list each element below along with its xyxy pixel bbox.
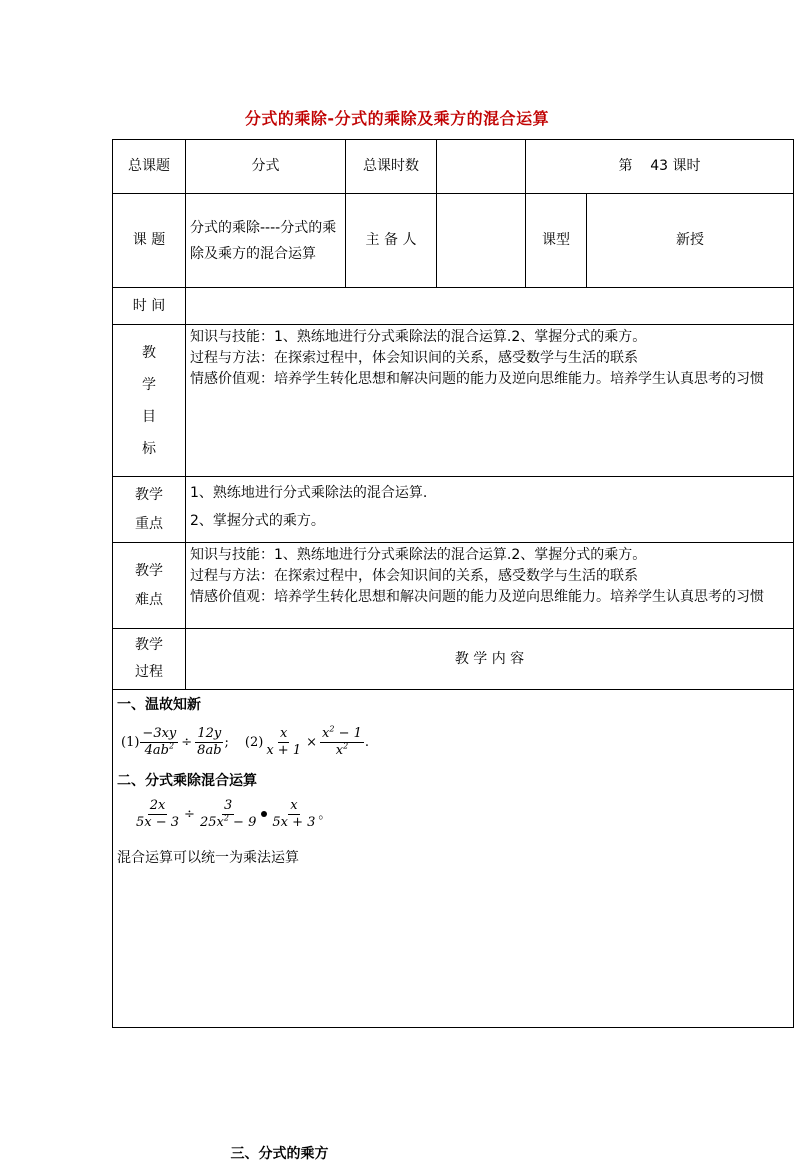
mixed-note: 混合运算可以统一为乘法运算 xyxy=(117,850,299,866)
label-keypoints: 教学 重点 xyxy=(113,477,186,543)
mixed-exercise: $\frac{2x}{5x - 3}$ ÷ $\frac{3}{25x^2 - 9}$ $\frac{x}{5x + 3}$ 。 xyxy=(136,797,332,830)
keypoints-text: 1、熟练地进行分式乘除法的混合运算. 2、掌握分式的乘方。 xyxy=(186,477,794,543)
fraction: $\frac{3}{25x^2 - 9}$ xyxy=(199,797,257,830)
topic-value: 分式的乘除----分式的乘除及乘方的混合运算 xyxy=(186,194,346,288)
total-hours-value xyxy=(437,140,526,194)
section-review-heading: 一、温故知新 xyxy=(117,697,201,713)
fraction: $\frac{-3xy}{4ab^2}$ xyxy=(142,725,177,758)
label-preparer: 主 备 人 xyxy=(346,194,437,288)
lesson-type-value: 新授 xyxy=(587,194,794,288)
label-time: 时 间 xyxy=(113,288,186,325)
label-total-topic: 总课题 xyxy=(113,140,186,194)
divide-sign: ÷ xyxy=(181,734,193,750)
row-objectives xyxy=(113,325,794,477)
row-total-topic xyxy=(113,140,794,194)
multiply-sign: × xyxy=(306,734,317,750)
label-topic: 课 题 xyxy=(113,194,186,288)
row-difficulties xyxy=(113,543,794,629)
row-process xyxy=(113,629,794,690)
row-keypoints xyxy=(113,477,794,543)
total-topic-value: 分式 xyxy=(186,140,346,194)
fraction: $\frac{12y}{8ab}$ xyxy=(197,725,222,758)
row-topic xyxy=(113,194,794,288)
fraction: $\frac{2x}{5x - 3}$ xyxy=(136,797,180,830)
label-lesson-type: 课型 xyxy=(526,194,587,288)
label-total-hours: 总课时数 xyxy=(346,140,437,194)
difficulties-text: 知识与技能：1、熟练地进行分式乘除法的混合运算.2、掌握分式的乘方。 过程与方法：在探索过程中，体会知识间的关系，感受数学与生活的联系 情感价值观：培养学生转化思想和解决问题的能力及逆向思维能力。培养学生认真思考的习惯 xyxy=(186,543,794,629)
row-content xyxy=(113,690,794,1028)
divide-sign: ÷ xyxy=(184,806,195,822)
row-time xyxy=(113,288,794,325)
label-objectives: 教 学 目 标 xyxy=(113,325,186,477)
lesson-number: 第 43 课时 xyxy=(526,140,794,194)
lesson-content xyxy=(113,690,794,1162)
content-title: 教 学 内 容 xyxy=(186,629,794,690)
section-mixed-heading: 二、分式乘除混合运算 xyxy=(117,773,257,789)
label-difficulties: 教学 难点 xyxy=(113,543,186,629)
multiply-dot-icon xyxy=(261,811,267,817)
time-value xyxy=(186,288,794,325)
lesson-plan-table xyxy=(112,139,794,1162)
section-power-heading: 三、分式的乘方 xyxy=(230,1145,329,1162)
objectives-text: 知识与技能：1、熟练地进行分式乘除法的混合运算.2、掌握分式的乘方。 过程与方法：在探索过程中，体会知识间的关系，感受数学与生活的联系 情感价值观：培养学生转化思想和解决问题的能力及逆向思维能力。培养学生认真思考的习惯 xyxy=(186,325,794,477)
fraction: $\frac{x}{x + 1}$ xyxy=(266,725,302,758)
fraction: $\frac{x^2 - 1}{x^2}$ xyxy=(322,724,362,758)
preparer-value xyxy=(437,194,526,288)
label-process: 教学 过程 xyxy=(113,629,186,690)
review-exercises: (1) $\frac{-3xy}{4ab^2}$ ÷ $\frac{12y}{8ab}$ ; (2) $\frac{x}{x + 1}$ × $\frac{x^2 - 1}{x^2}$ . xyxy=(121,724,370,758)
page-title: 分式的乘除-分式的乘除及乘方的混合运算 xyxy=(244,109,550,128)
fraction: $\frac{x}{5x + 3}$ xyxy=(272,797,316,830)
